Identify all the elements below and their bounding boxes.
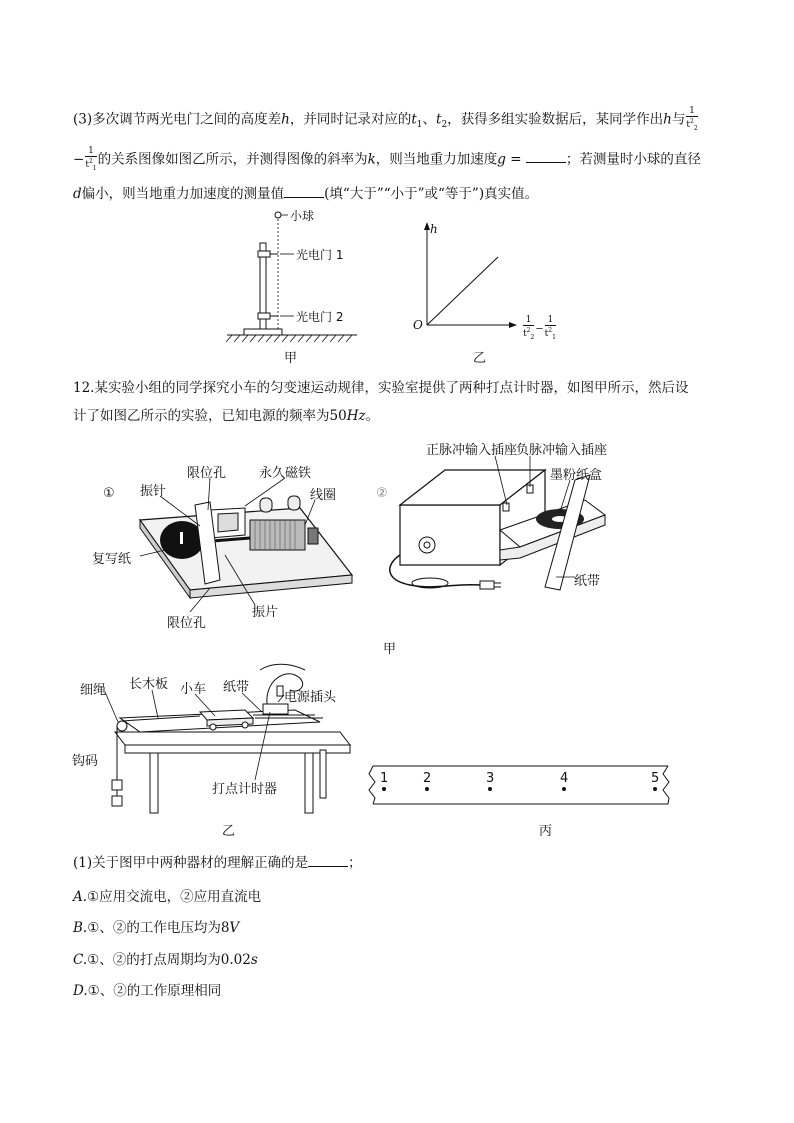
option-a[interactable]: A.①应用交流电，②应用直流电 xyxy=(73,889,262,905)
caption-yi-top: 乙 xyxy=(473,351,487,366)
label-timer: 打点计时器 xyxy=(212,782,278,797)
label-gate1: 光电门 1 xyxy=(296,248,344,262)
caption-bing: 丙 xyxy=(539,824,553,839)
label-carbon-paper: 复写纸 xyxy=(92,552,132,567)
q12-line2: 计了如图乙所示的实验，已知电源的频率为50Hz。 xyxy=(73,408,380,424)
option-b[interactable]: B.①、②的工作电压均为8V xyxy=(73,920,240,936)
label-magnet: 永久磁铁 xyxy=(259,466,312,481)
label-weight: 钩码 xyxy=(72,754,99,769)
tape-point-4: 4 xyxy=(560,771,569,786)
q12-1-stem: (1)关于图甲中两种器材的理解正确的是 ； xyxy=(73,855,362,871)
label-neg-socket: 负脉冲输入插座 xyxy=(516,443,608,458)
label-plug: 电源插头 xyxy=(284,690,337,705)
frac-1-over-t1-squared: $\frac{1}{t^2_1}$ xyxy=(85,146,97,172)
label-num1: ① xyxy=(103,486,115,501)
answer-blank-q12-1[interactable] xyxy=(308,854,348,867)
origin-label: O xyxy=(413,318,423,332)
frac-1-over-t2-squared: $\frac{1}{t^2_2}$ xyxy=(686,106,698,132)
y-axis-label: h xyxy=(430,222,438,236)
label-cart: 小车 xyxy=(180,682,207,697)
label-board: 长木板 xyxy=(129,677,169,692)
q3-line2: − $\frac{1}{t^2_1}$ 的关系图像如图乙所示，并测得图像的斜率为k，则当地重力加速度g = ；若测量时小球的直径 xyxy=(73,146,701,172)
label-num2: ② xyxy=(376,486,388,501)
paper-tape-figure xyxy=(363,760,683,810)
label-limit-hole-top: 限位孔 xyxy=(187,466,227,481)
tape-point-3: 3 xyxy=(486,771,495,786)
label-tape-yi: 纸带 xyxy=(223,680,250,695)
caption-yi: 乙 xyxy=(222,824,236,839)
label-limit-hole-bottom: 限位孔 xyxy=(167,616,207,631)
caption-jia: 甲 xyxy=(383,642,397,657)
label-pos-socket: 正脉冲输入插座 xyxy=(426,443,518,458)
label-gate2: 光电门 2 xyxy=(296,310,344,324)
label-vibrator: 振片 xyxy=(252,605,279,620)
q3-line1: (3)多次调节两光电门之间的高度差h，并同时记录对应的$t_1$、$t_2$，获得多组实验数据后，某同学作出h与 $\frac{1}{t^2_2}$ xyxy=(73,106,698,132)
tape-point-2: 2 xyxy=(423,771,432,786)
caption-jia-top: 甲 xyxy=(284,351,298,366)
option-c[interactable]: C.①、②的打点周期均为0.02s xyxy=(73,952,258,968)
tape-point-1: 1 xyxy=(380,771,389,786)
tape-point-5: 5 xyxy=(651,771,660,786)
label-needle: 振针 xyxy=(140,484,167,499)
option-d[interactable]: D.①、②的工作原理相同 xyxy=(73,983,222,999)
label-tape-jia: 纸带 xyxy=(574,574,601,589)
q3-line3: d偏小，则当地重力加速度的测量值 (填“大于”“小于”或“等于”)真实值。 xyxy=(73,186,539,202)
x-axis-label: $\frac{1}{t^2_2}$ − $\frac{1}{t^2_1}$ xyxy=(523,315,556,341)
label-ball: 小球 xyxy=(290,209,315,223)
q12-line1: 12.某实验小组的同学探究小车的匀变速运动规律，实验室提供了两种打点计时器，如图甲所示，然后设 xyxy=(73,380,689,396)
label-coil: 线圈 xyxy=(310,488,337,503)
label-ink-box: 墨粉纸盒 xyxy=(550,468,603,483)
label-string: 细绳 xyxy=(80,683,107,698)
